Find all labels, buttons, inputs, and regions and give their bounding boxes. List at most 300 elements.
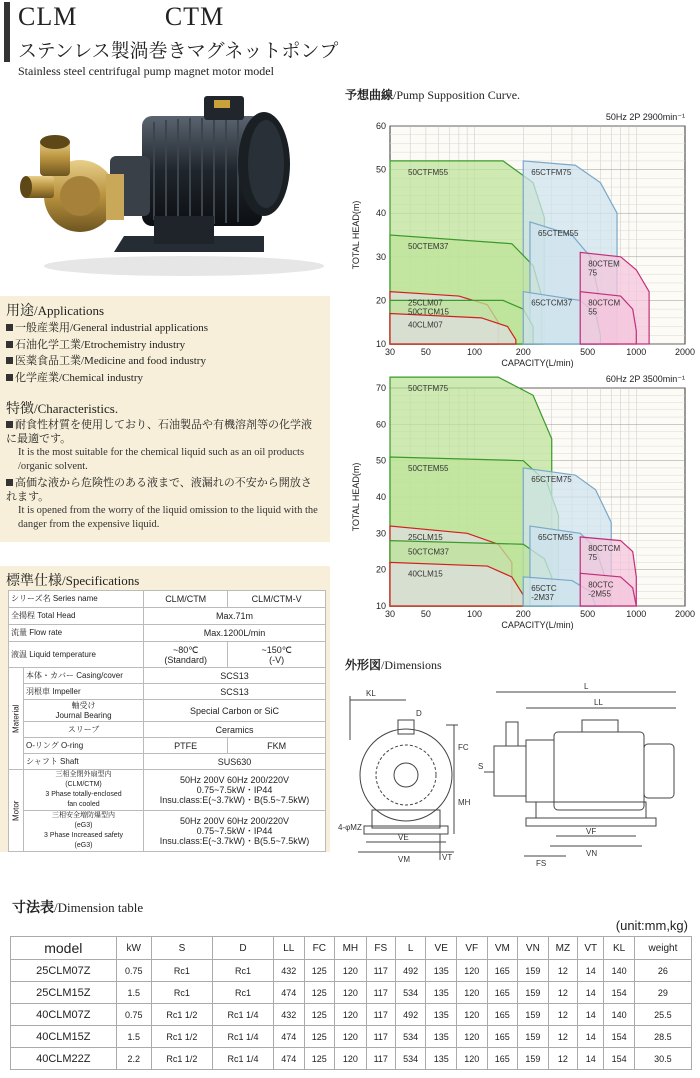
y-tick-label: 40 (375, 492, 386, 502)
table-cell: Rc1 (151, 982, 212, 1004)
series-label-part: 50CTCM15 (408, 307, 449, 317)
series-label-part: 65CTFM75 (531, 167, 572, 177)
table-cell: Rc1 1/2 (151, 1026, 212, 1048)
spec-value: FKM (228, 738, 326, 754)
table-cell: 125 (304, 1048, 335, 1070)
dim-label-s: S (478, 762, 484, 771)
dim-table-heading-en: /Dimension table (54, 900, 144, 915)
series-label-part: 75 (588, 552, 598, 562)
spec-label: スリーブ (24, 722, 144, 738)
y-tick-label: 20 (375, 564, 386, 575)
series-label-part: -2M55 (588, 589, 611, 599)
series-label-part: 65CTEM75 (531, 474, 572, 484)
list-item (6, 337, 208, 354)
x-tick-label: 200 (515, 609, 531, 619)
table-cell: 120 (335, 1048, 367, 1070)
table-cell: 117 (366, 1048, 395, 1070)
series-label-part: 80CTC (588, 580, 614, 590)
table-row (9, 770, 326, 811)
bullet-square-icon (6, 341, 13, 348)
x-tick-label: 1000 (626, 609, 647, 619)
temp-b-note: (-V) (269, 654, 285, 665)
table-cell: 534 (395, 982, 426, 1004)
table-cell: Rc1 (212, 982, 273, 1004)
table-cell: 492 (395, 1004, 426, 1026)
table-cell: 0.75 (116, 1004, 151, 1026)
series-label (408, 384, 449, 393)
specs-heading (6, 570, 139, 590)
table-cell: 534 (395, 1026, 426, 1048)
table-row (11, 1026, 692, 1048)
spec-label (24, 811, 144, 852)
table-cell: 135 (426, 982, 457, 1004)
page-title (18, 2, 224, 32)
item-en: It is the most suitable for the chemical liquid such as an oil products /organic solvent. (18, 447, 305, 472)
y-axis-label: TOTAL HEAD(m) (351, 462, 361, 532)
curves-heading-jp: 予想曲線 (345, 88, 394, 102)
table-row (9, 700, 326, 722)
table-cell: Rc1 (212, 960, 273, 982)
item-jp: 耐食性材質を使用しており、石油製品や有機溶剤等の化学液に最適です。 (6, 418, 312, 445)
dim-label-mh: MH (458, 798, 471, 807)
table-cell: 25CLM15Z (11, 982, 117, 1004)
spec-label (24, 770, 144, 811)
subtitle-jp: ステンレス製渦巻きマグネットポンプ (18, 40, 339, 62)
bearing-label-en: Journal Bearing (55, 710, 112, 720)
table-row (9, 625, 326, 642)
table-row (9, 738, 326, 754)
table-cell: 29 (634, 982, 691, 1004)
spec-label: 羽根車 Impeller (24, 684, 144, 700)
y-tick-label: 50 (375, 164, 386, 175)
table-cell: 154 (604, 1048, 635, 1070)
spec-value: SCS13 (144, 684, 326, 700)
y-tick-label: 30 (375, 528, 386, 539)
table-cell: 1.5 (116, 982, 151, 1004)
table-cell: 120 (457, 1004, 488, 1026)
spec-value (228, 642, 326, 668)
curves-heading (345, 86, 520, 103)
motor1-line1: 50Hz 200V 60Hz 200/220V (179, 775, 290, 785)
dim-label-ll: LL (594, 698, 603, 707)
dimension-table (10, 936, 692, 1070)
table-cell: 117 (366, 1026, 395, 1048)
table-cell: 125 (304, 960, 335, 982)
series-label-part: 50CTFM75 (408, 384, 449, 394)
item-jp: 高価な液から危険性のある液まで、液漏れの不安から開放されます。 (6, 476, 312, 503)
series-label (531, 475, 572, 484)
dimensions-heading-en: /Dimensions (381, 658, 442, 672)
table-cell: 120 (335, 982, 367, 1004)
x-tick-label: 2000 (674, 609, 695, 619)
table-cell: 25.5 (634, 1004, 691, 1026)
column-header: model (11, 937, 117, 960)
subtitle-en: Stainless steel centrifugal pump magnet motor model (18, 64, 274, 78)
table-cell: 0.75 (116, 960, 151, 982)
dim-table-unit: (unit:mm,kg) (615, 918, 688, 933)
series-label (531, 299, 572, 308)
series-label-part: -2M37 (531, 592, 554, 602)
table-cell: 120 (457, 982, 488, 1004)
table-cell: 474 (273, 1026, 304, 1048)
list-item (6, 418, 322, 446)
series-label-part: 75 (588, 268, 598, 278)
specs-table (8, 590, 326, 852)
motor2-line1: 50Hz 200V 60Hz 200/220V (179, 816, 290, 826)
column-header: VF (457, 937, 488, 960)
dim-table-heading-jp: 寸法表 (12, 900, 54, 916)
y-tick-label: 10 (375, 339, 386, 349)
series-label-part: 40CLM07 (408, 320, 443, 330)
series-label (408, 548, 449, 557)
spec-value (144, 770, 326, 811)
spec-label: O-リング O-ring (24, 738, 144, 754)
item-jp: 一般産業用 (15, 321, 70, 334)
dim-label-vt: VT (442, 853, 453, 862)
table-cell: 25CLM07Z (11, 960, 117, 982)
motor2-label-jp2: (eG3) (74, 822, 93, 829)
table-cell: 120 (457, 1048, 488, 1070)
table-cell: 432 (273, 960, 304, 982)
y-tick-label: 20 (375, 295, 386, 306)
table-cell: 159 (518, 1004, 549, 1026)
characteristics-heading-jp: 特徴 (6, 401, 34, 417)
characteristics-list (6, 418, 322, 532)
x-tick-label: 30 (384, 609, 396, 619)
specs-heading-en: /Specifications (62, 573, 140, 588)
table-cell: 165 (487, 1048, 518, 1070)
table-cell: 125 (304, 1004, 335, 1026)
curves-heading-en: /Pump Supposition Curve. (393, 88, 521, 102)
table-cell: 159 (518, 1026, 549, 1048)
series-label-part: 55 (588, 307, 598, 317)
table-cell: 140 (604, 1004, 635, 1026)
table-header-row (11, 937, 692, 960)
item-jp: 化学産業 (15, 370, 59, 384)
y-tick-label: 60 (375, 121, 386, 131)
table-cell: 159 (518, 960, 549, 982)
motor-group-label: Motor (9, 770, 24, 852)
y-tick-label: 10 (375, 601, 386, 611)
table-row (9, 684, 326, 700)
table-cell: 154 (604, 982, 635, 1004)
x-tick-label: 2000 (674, 347, 695, 357)
x-tick-label: 50 (420, 609, 431, 619)
pump-curve-chart-50hz (345, 104, 695, 378)
spec-label (24, 700, 144, 722)
table-row (9, 668, 326, 684)
motor2-label-en: 3 Phase Increased safety (44, 832, 123, 839)
dim-label-vm: VM (398, 855, 410, 864)
item-en: It is opened from the worry of the liquid omission to the liquid with the danger from the expensive liquid. (18, 505, 318, 530)
x-tick-label: 30 (384, 347, 396, 357)
table-cell: Rc1 1/2 (151, 1004, 212, 1026)
table-cell: 14 (578, 1026, 604, 1048)
spec-label: シリーズ名 Series name (9, 591, 144, 608)
spec-label: 本体・カバー Casing/cover (24, 668, 144, 684)
table-cell: 1.5 (116, 1026, 151, 1048)
table-cell: 120 (457, 1026, 488, 1048)
series-label-part: 50CTCM37 (408, 547, 449, 557)
series-label (408, 464, 449, 473)
x-tick-label: 50 (420, 347, 431, 357)
spec-value: SCS13 (144, 668, 326, 684)
column-header: KL (604, 937, 635, 960)
table-row (9, 642, 326, 668)
series-label-part: 50CTFM55 (408, 167, 449, 177)
table-row (11, 1048, 692, 1070)
item-en: /General industrial applications (70, 322, 209, 334)
table-cell: Rc1 1/4 (212, 1004, 273, 1026)
dimensions-heading-jp: 外形図 (345, 658, 382, 672)
bullet-square-icon (6, 374, 13, 381)
list-item (6, 353, 208, 370)
table-row (9, 608, 326, 625)
series-label-part: 65CTEM55 (537, 228, 579, 238)
spec-label: 流量 Flow rate (9, 625, 144, 642)
table-cell: 12 (548, 1026, 577, 1048)
table-cell: 492 (395, 960, 426, 982)
column-header: VT (578, 937, 604, 960)
chart-title: 50Hz 2P 2900min⁻¹ (605, 112, 685, 122)
table-cell: 30.5 (634, 1048, 691, 1070)
material-group-label: Material (9, 668, 24, 770)
table-cell: 135 (426, 1048, 457, 1070)
y-tick-label: 30 (375, 251, 386, 262)
motor1-line3: Insu.class:E(~3.7kW)・B(5.5~7.5kW) (159, 795, 310, 805)
list-item (6, 370, 208, 387)
column-header: VN (518, 937, 549, 960)
column-header: weight (634, 937, 691, 960)
table-row (9, 591, 326, 608)
column-header: L (395, 937, 426, 960)
table-cell: 26 (634, 960, 691, 982)
spec-label: 液温 Liquid temperature (9, 642, 144, 668)
spec-value (144, 642, 228, 668)
y-tick-label: 40 (375, 208, 386, 219)
temp-a-note: (Standard) (164, 654, 207, 665)
motor1-label-en2: fan cooled (67, 801, 100, 808)
table-cell: 120 (335, 960, 367, 982)
item-en: /Medicine and food industry (81, 355, 206, 367)
dim-label-kl: KL (366, 689, 376, 698)
x-tick-label: 100 (467, 609, 483, 619)
header-accent-bar (4, 2, 10, 62)
table-cell: 40CLM15Z (11, 1026, 117, 1048)
spec-value: Max.71m (144, 608, 326, 625)
table-cell: 14 (578, 1004, 604, 1026)
series-label-part: 40CLM15 (408, 569, 443, 579)
table-cell: 165 (487, 982, 518, 1004)
bearing-label-jp: 軸受け (71, 700, 96, 710)
series-label (408, 168, 449, 177)
spec-label: シャフト Shaft (24, 754, 144, 770)
series-label-part: 80CTCM (588, 543, 621, 553)
specs-heading-jp: 標準仕様 (6, 573, 62, 589)
series-label (531, 584, 557, 602)
table-cell: 135 (426, 1026, 457, 1048)
column-header: MH (335, 937, 367, 960)
table-cell: 14 (578, 1048, 604, 1070)
x-tick-label: 1000 (626, 347, 647, 357)
spec-value: PTFE (144, 738, 228, 754)
bullet-square-icon (6, 357, 13, 364)
table-cell: 534 (395, 1048, 426, 1070)
table-row (9, 754, 326, 770)
spec-value: Max.1200L/min (144, 625, 326, 642)
spec-label: 全揚程 Total Head (9, 608, 144, 625)
series-label (531, 168, 572, 177)
x-axis-label: CAPACITY(L/min) (501, 620, 574, 630)
applications-heading-en: /Applications (34, 303, 105, 318)
table-cell: 12 (548, 1004, 577, 1026)
column-header: FS (366, 937, 395, 960)
column-header: LL (273, 937, 304, 960)
table-row (11, 1004, 692, 1026)
dimension-drawing (336, 680, 696, 870)
series-label (408, 569, 443, 578)
table-cell: 154 (604, 1026, 635, 1048)
series-label-part: 80CTEM (588, 259, 620, 269)
series-label (408, 299, 443, 308)
characteristics-heading (6, 398, 118, 418)
bullet-square-icon (6, 324, 13, 331)
table-cell: 120 (335, 1004, 367, 1026)
list-item (6, 320, 208, 337)
table-cell: 117 (366, 982, 395, 1004)
table-cell: 474 (273, 1048, 304, 1070)
column-header: D (212, 937, 273, 960)
table-cell: 159 (518, 982, 549, 1004)
temp-a: ~80℃ (173, 644, 199, 655)
dimensions-heading (345, 656, 442, 673)
bullet-square-icon (6, 421, 13, 428)
dim-label-mz: 4-φMZ (338, 823, 362, 832)
table-cell: 117 (366, 960, 395, 982)
table-row (11, 960, 692, 982)
item-jp: 医薬食品工業 (15, 354, 81, 367)
table-cell: 14 (578, 982, 604, 1004)
motor2-label-en2: (eG3) (74, 842, 93, 849)
spec-value: CLM/CTM-V (228, 591, 326, 608)
dim-label-d: D (416, 709, 422, 718)
bullet-square-icon (6, 479, 13, 486)
series-label-part: 65CTM55 (537, 533, 574, 543)
table-cell: 432 (273, 1004, 304, 1026)
x-tick-label: 200 (515, 347, 531, 357)
y-tick-label: 60 (375, 419, 386, 430)
list-item (6, 476, 322, 504)
series-label-part: 80CTCM (588, 298, 621, 308)
motor1-line2: 0.75~7.5kW・IP44 (196, 785, 273, 795)
motor1-label-en: 3 Phase totally-enclosed (45, 791, 122, 798)
temp-b: ~150℃ (261, 644, 292, 655)
pump-photo (14, 86, 326, 282)
motor2-label-jp: 三相安全増防爆型内 (52, 812, 115, 819)
spec-value: Special Carbon or SiC (144, 700, 326, 722)
item-en: /Chemical industry (59, 371, 144, 384)
dim-label-vf: VF (586, 827, 597, 836)
dim-label-fs: FS (536, 859, 547, 868)
table-cell: 40CLM22Z (11, 1048, 117, 1070)
table-cell: 12 (548, 982, 577, 1004)
dim-label-vn: VN (586, 849, 598, 858)
spec-value: SUS630 (144, 754, 326, 770)
table-cell: 40CLM07Z (11, 1004, 117, 1026)
table-cell: 165 (487, 1004, 518, 1026)
table-cell: 165 (487, 960, 518, 982)
table-cell: 2.2 (116, 1048, 151, 1070)
column-header: kW (116, 937, 151, 960)
dim-label-fc: FC (458, 743, 469, 752)
dim-table-heading (12, 897, 143, 917)
y-axis-label: TOTAL HEAD(m) (351, 200, 361, 270)
series-label (408, 242, 449, 251)
motor2-line2: 0.75~7.5kW・IP44 (196, 826, 273, 836)
dim-label-ve: VE (398, 833, 409, 842)
table-cell: 12 (548, 1048, 577, 1070)
pump-curve-chart-60hz (345, 366, 695, 640)
motor2-line3: Insu.class:E(~3.7kW)・B(5.5~7.5kW) (159, 836, 310, 846)
y-tick-label: 70 (375, 383, 386, 393)
applications-heading (6, 300, 104, 320)
column-header: FC (304, 937, 335, 960)
table-row (9, 811, 326, 852)
table-cell: 120 (335, 1026, 367, 1048)
x-tick-label: 500 (580, 347, 596, 357)
series-label (538, 229, 579, 238)
table-cell: 14 (578, 960, 604, 982)
series-label-part: 65CTCM37 (531, 298, 573, 308)
table-cell: 28.5 (634, 1026, 691, 1048)
column-header: VE (426, 937, 457, 960)
table-cell: 165 (487, 1026, 518, 1048)
series-label-part: 50CTEM37 (408, 242, 449, 251)
motor1-label-jp2: (CLM/CTM) (65, 781, 102, 788)
x-tick-label: 500 (580, 609, 596, 619)
column-header: MZ (548, 937, 577, 960)
series-label-part: 50CTEM55 (408, 464, 449, 474)
table-row (11, 982, 692, 1004)
series-label (408, 533, 443, 542)
table-cell: 135 (426, 960, 457, 982)
table-cell: Rc1 1/2 (151, 1048, 212, 1070)
dim-label-l: L (584, 682, 589, 691)
motor1-label-jp: 三相全閉外扇型内 (55, 771, 112, 778)
table-cell: 159 (518, 1048, 549, 1070)
series-label (588, 580, 614, 598)
column-header: VM (487, 937, 518, 960)
series-label (538, 533, 574, 542)
table-cell: Rc1 (151, 960, 212, 982)
spec-value: Ceramics (144, 722, 326, 738)
table-cell: 125 (304, 1026, 335, 1048)
series-label-part: 25CLM15 (408, 533, 443, 543)
x-tick-label: 100 (467, 347, 483, 357)
column-header: S (151, 937, 212, 960)
y-tick-label: 50 (375, 455, 386, 466)
series-label (408, 320, 443, 329)
table-cell: 120 (457, 960, 488, 982)
series-label-part: 25CLM07 (408, 298, 443, 308)
applications-list (6, 320, 208, 386)
table-cell: 140 (604, 960, 635, 982)
title-clm: CLM (18, 2, 78, 31)
table-cell: 125 (304, 982, 335, 1004)
table-cell: 117 (366, 1004, 395, 1026)
spec-value: CLM/CTM (144, 591, 228, 608)
item-jp: 石油化学工業 (15, 337, 81, 351)
